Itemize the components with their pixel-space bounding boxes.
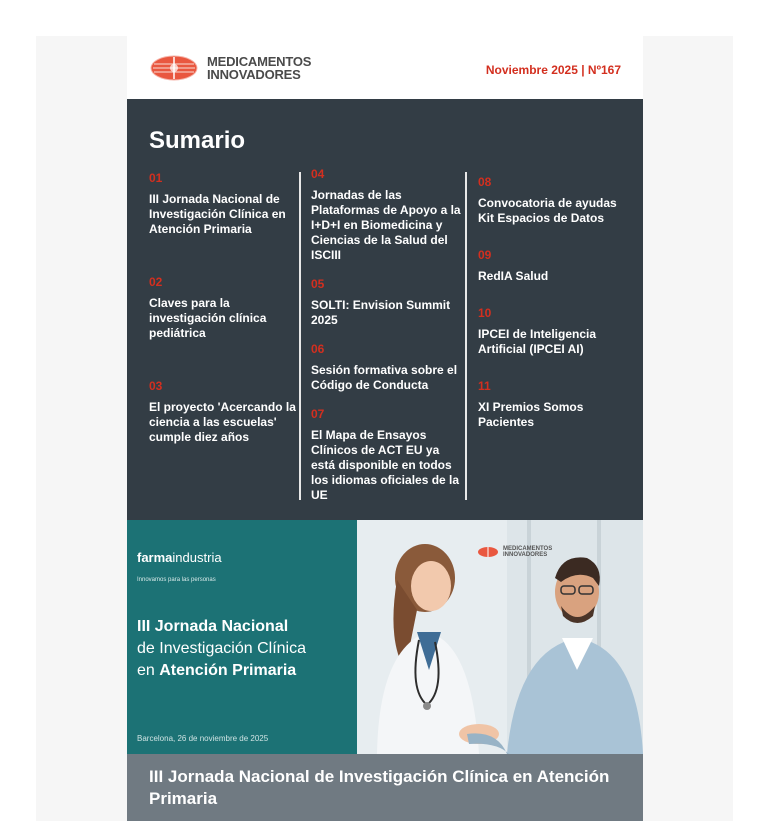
- brand-rest: industria: [172, 550, 222, 565]
- column-divider: [299, 172, 301, 500]
- page-margin-left: [36, 36, 127, 821]
- toc-item-number: 09: [478, 248, 492, 262]
- banner-text-panel: [127, 520, 357, 754]
- toc-item-number: 11: [478, 379, 491, 393]
- toc-item-title: XI Premios Somos Pacientes: [478, 400, 584, 429]
- toc-item[interactable]: [311, 167, 461, 263]
- banner-title-line-2: de Investigación Clínica: [137, 640, 306, 657]
- logo-mark-small-icon: [477, 546, 499, 558]
- banner-title-line-3-pre: en: [137, 662, 160, 679]
- banner-date: Barcelona, 26 de noviembre de 2025: [137, 734, 269, 743]
- toc-item[interactable]: [149, 275, 297, 341]
- toc-item[interactable]: [478, 248, 628, 284]
- brand-bold: farma: [137, 550, 173, 565]
- toc-item[interactable]: [478, 175, 628, 226]
- photo-logo-line-1: MEDICAMENTOS: [503, 546, 553, 552]
- toc-title: Sumario: [149, 127, 246, 154]
- medicamentos-innovadores-logo[interactable]: [149, 54, 311, 82]
- toc-item[interactable]: [149, 171, 297, 237]
- toc-item-number: 08: [478, 175, 492, 189]
- toc-item-title: RedIA Salud: [478, 269, 549, 283]
- toc-item-number: 10: [478, 306, 492, 320]
- banner-title-line-3-bold: Atención Primaria: [159, 662, 297, 679]
- photo-logo-line-2: INNOVADORES: [503, 552, 548, 558]
- toc-item-number: 01: [149, 171, 163, 185]
- toc-item-number: 04: [311, 167, 325, 181]
- column-divider: [465, 172, 467, 500]
- logo-line-2: INNOVADORES: [207, 67, 301, 82]
- photo-logo: [477, 546, 552, 558]
- toc-item-number: 02: [149, 275, 163, 289]
- table-of-contents: [127, 99, 643, 520]
- toc-item-number: 03: [149, 379, 163, 393]
- toc-item-title: III Jornada Nacional de Investigación Clínica en Atención Primaria: [149, 192, 286, 236]
- featured-banner[interactable]: [127, 520, 643, 754]
- toc-item[interactable]: [311, 342, 461, 393]
- toc-item-number: 06: [311, 342, 325, 356]
- toc-item[interactable]: [149, 379, 297, 445]
- toc-item-title: Jornadas de las Plataformas de Apoyo a la I+D+I en Biomedicina y Ciencias de la Salud del ISCIII: [311, 188, 461, 262]
- issue-date: Noviembre 2025 | Nº167: [485, 63, 621, 77]
- brand-tagline: Innovamos para las personas: [137, 577, 216, 583]
- toc-item-title: SOLTI: Envision Summit 2025: [311, 298, 451, 327]
- featured-caption: III Jornada Nacional de Investigación Clínica en Atención Primaria: [149, 767, 610, 808]
- toc-item-number: 05: [311, 277, 325, 291]
- toc-item-title: El proyecto 'Acercando la ciencia a las escuelas' cumple diez años: [149, 400, 296, 444]
- newsletter-page: [127, 36, 643, 821]
- toc-column-1: [149, 171, 297, 459]
- featured-caption-bar[interactable]: [127, 754, 643, 821]
- toc-item-title: Convocatoria de ayudas Kit Espacios de Datos: [478, 196, 617, 225]
- farmaindustria-logo: [137, 550, 222, 565]
- toc-item[interactable]: [311, 407, 461, 503]
- toc-item-title: El Mapa de Ensayos Clínicos de ACT EU ya está disponible en todos los idiomas oficiales de la UE: [311, 428, 460, 502]
- banner-photo: [357, 520, 643, 754]
- toc-column-3: [478, 175, 628, 444]
- banner-title: [137, 616, 357, 682]
- toc-item-title: IPCEI de Inteligencia Artificial (IPCEI AI): [478, 327, 597, 356]
- toc-item-title: Sesión formativa sobre el Código de Conducta: [311, 363, 458, 392]
- toc-item[interactable]: [478, 306, 628, 357]
- page-margin-right: [643, 36, 733, 821]
- newsletter-header: [127, 36, 643, 99]
- logo-mark-icon: [149, 54, 199, 82]
- toc-item-title: Claves para la investigación clínica pediátrica: [149, 296, 267, 340]
- logo-line-1: MEDICAMENTOS: [207, 54, 312, 69]
- toc-item[interactable]: [478, 379, 628, 430]
- photo-logo-text: [503, 546, 552, 558]
- toc-column-2: [311, 167, 461, 517]
- banner-title-line-1: III Jornada Nacional: [137, 618, 289, 635]
- toc-item[interactable]: [311, 277, 461, 328]
- toc-item-number: 07: [311, 407, 325, 421]
- logo-text: [207, 55, 311, 81]
